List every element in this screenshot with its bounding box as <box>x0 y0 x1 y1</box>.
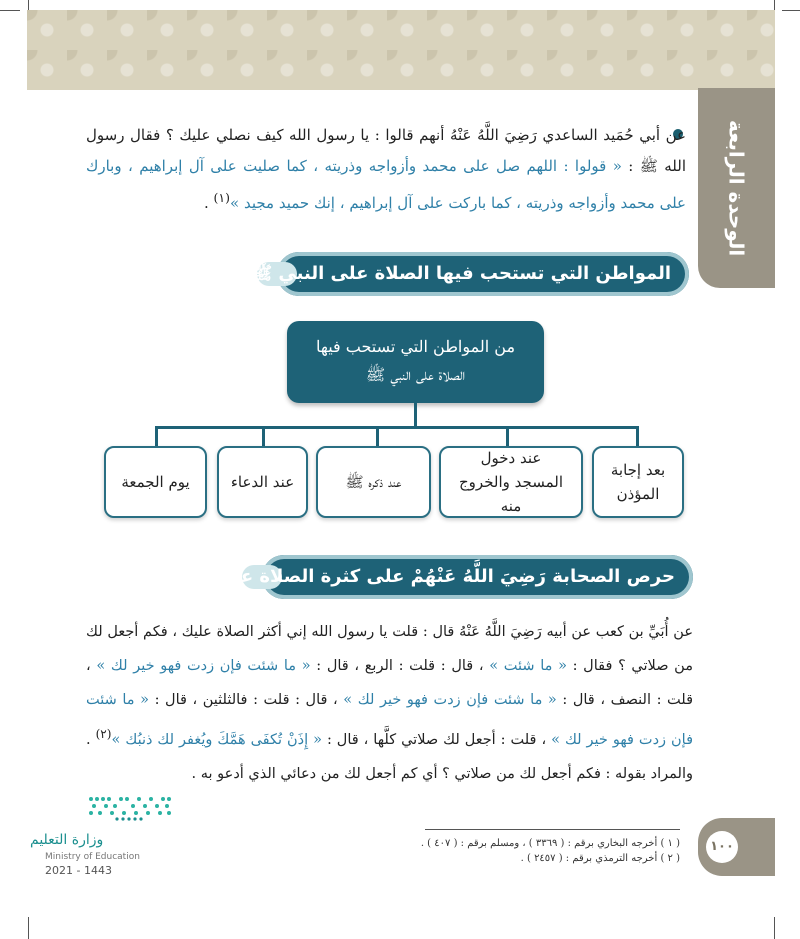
diagram-branch <box>262 426 265 448</box>
diagram-node: يوم الجمعة <box>104 446 207 518</box>
crop-mark <box>0 10 20 11</box>
ministry-name-ar: وزارة التعليم <box>30 832 104 848</box>
crop-mark <box>782 10 800 11</box>
hadith-paragraph: عن أُبَيِّ بن كعب عن أبيه رَضِيَ اللَّهُ عَنْهُ قال : قلت يا رسول الله إني أكثر الصلاة عليك ، فكم أجعل لك من صلاتي ؟ فقال : « ما شئت » ، قال : قلت : الربع ، قال : « ما شئت فإن زدت فهو خير لك » ، قلت : النصف ، قال : « ما شئت فإن زدت فهو خير لك » ، قال : قلت : فالثلثين ، قال : « ما شئت فإن زدت فهو خير لك » ، قلت : أجعل لك صلاتي كلَّها ، قال : « إِذَنْ تُكفَى هَمَّكَ ويُغفر لك ذنبُك »$^{(٢)}$ . والمراد بقوله : فكم أجعل لك من صلاتي ؟ أي كم أجعل لك من دعائي الذي أدعو به . <box>86 624 694 782</box>
section-banner-2 <box>173 555 693 599</box>
footnotes <box>380 836 680 866</box>
diagram-node: عند الدعاء <box>217 446 308 518</box>
diagram-node: عند دخول المسجد والخروج منه <box>439 446 583 518</box>
section-banner-1 <box>236 252 689 296</box>
intro-end: . <box>203 194 214 212</box>
ministry-name-en: Ministry of Education <box>45 852 140 862</box>
crop-mark <box>774 917 775 939</box>
ministry-year: 2021 - 1443 <box>45 864 112 877</box>
hadith-ref: (٢) <box>95 727 112 741</box>
diagram-node: عند ذكره ﷺ <box>316 446 431 518</box>
intro-text: عن أبي حُمَيد الساعدي رَضِيَ اللَّهُ عَنْهُ أنهم قالوا : يا رسول الله كيف نصلي عليك ؟ فقال رسول الله ﷺ : <box>86 126 687 175</box>
diagram-bus <box>155 426 638 429</box>
diagram-branch <box>376 426 379 448</box>
diagram-branch <box>636 426 639 448</box>
diagram-root <box>287 321 544 403</box>
section1-title: المواطن التي تستحب فيها الصلاة على النبي ﷺ : <box>236 263 671 284</box>
diagram-root-line2: الصلاة على النبي ﷺ <box>365 365 466 384</box>
footnote-2: ( ٢ ) أخرجه الترمذي برقم : ( ٢٤٥٧ ) . <box>520 853 680 864</box>
intro-ref: (١) <box>213 190 231 205</box>
footnote-divider <box>425 829 680 830</box>
diagram-trunk <box>414 403 417 427</box>
hadith-quote: « ما شئت » <box>489 658 567 674</box>
intro-quote: « قولوا : اللهم صل على محمد وأزواجه وذريته ، كما صليت على آل إبراهيم ، وبارك على محمد وأزواجه وذريته ، كما باركت على آل إبراهيم ، إنك حميد مجيد » <box>86 157 686 212</box>
diagram-node: بعد إجابة المؤذن <box>592 446 684 518</box>
diagram-branch <box>155 426 158 448</box>
hadith-quote: « إِذَنْ تُكفَى هَمَّكَ ويُغفر لك ذنبُك » <box>111 731 322 748</box>
unit-title: الوحدة الرابعة <box>724 119 749 257</box>
header-pattern-band <box>27 10 775 90</box>
ministry-logo-icon <box>87 795 173 821</box>
page-number: ١٠٠ <box>706 831 738 863</box>
intro-paragraph <box>86 120 686 219</box>
section2-title: حرص الصحابة رَضِيَ اللَّهُ عَنْهُمْ على كثرة الصلاة عليه ﷺ : <box>173 566 675 587</box>
hadith-quote: « ما شئت فإن زدت فهو خير لك » <box>96 658 311 674</box>
diagram-branch <box>506 426 509 448</box>
crop-mark <box>28 917 29 939</box>
page-number-tab <box>698 818 775 876</box>
unit-tab <box>698 88 775 288</box>
footnote-1: ( ١ ) أخرجه البخاري برقم : ( ٣٣٦٩ ) ، ومسلم برقم : ( ٤٠٧ ) . <box>420 838 680 849</box>
diagram-root-line1: من المواطن التي تستحب فيها <box>315 337 516 356</box>
hadith-quote: « ما شئت فإن زدت فهو خير لك » <box>343 692 557 708</box>
hadith-quote: « ما شئت فإن زدت فهو خير لك » <box>86 692 694 748</box>
